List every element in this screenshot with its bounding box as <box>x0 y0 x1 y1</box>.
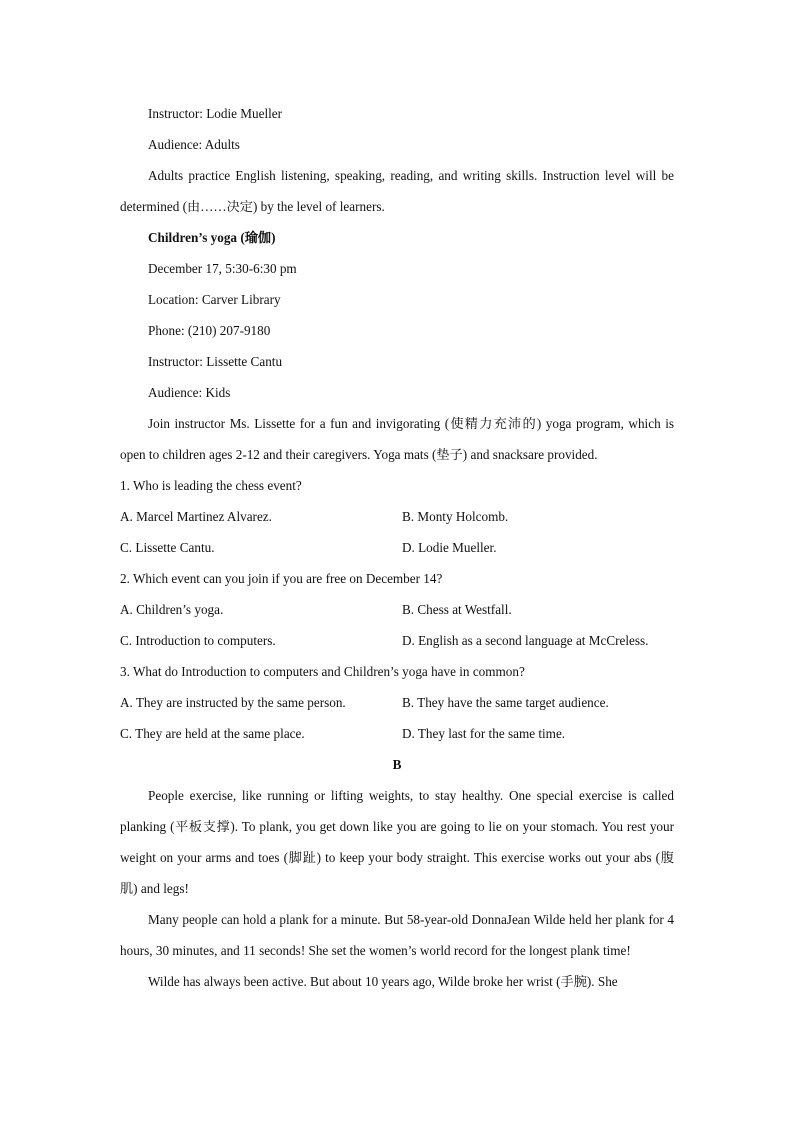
question-1-stem: 1. Who is leading the chess event? <box>120 478 302 493</box>
question-1-option-b: B. Monty Holcomb. <box>402 509 509 524</box>
question-1-options-row-1 <box>120 501 674 532</box>
section-b-paragraph-2: Many people can hold a plank for a minute. But 58-year-old DonnaJean Wilde held her plank for 4 hours, 30 minutes, and 11 seconds! She set the women’s world record for the longest plank time! <box>120 912 674 958</box>
question-1-options-row-2 <box>120 532 674 563</box>
yoga-audience: Audience: Kids <box>148 385 231 400</box>
yoga-phone: Phone: (210) 207-9180 <box>148 323 271 338</box>
question-2-stem: 2. Which event can you join if you are free on December 14? <box>120 571 443 586</box>
section-b-paragraph-3: Wilde has always been active. But about 10 years ago, Wilde broke her wrist (手腕). She <box>148 974 618 989</box>
question-3-options-row-2 <box>120 718 674 749</box>
question-3-option-c: C. They are held at the same place. <box>120 726 305 741</box>
question-1-option-a: A. Marcel Martinez Alvarez. <box>120 509 272 524</box>
yoga-date: December 17, 5:30-6:30 pm <box>148 261 297 276</box>
question-3-options-row-1 <box>120 687 674 718</box>
question-2-option-c: C. Introduction to computers. <box>120 633 276 648</box>
yoga-instructor: Instructor: Lissette Cantu <box>148 354 283 369</box>
question-2-option-b: B. Chess at Westfall. <box>402 602 512 617</box>
document-page <box>120 98 674 997</box>
section-b-paragraph-1: People exercise, like running or lifting weights, to stay healthy. One special exercise is called planking (平板支撑). To plank, you get down like you are going to lie on your stomach. You rest your weight on your arms and toes (脚趾) to keep your body straight. This exercise works out your abs (腹肌) and legs! <box>120 788 674 896</box>
question-3-stem: 3. What do Introduction to computers and Children’s yoga have in common? <box>120 664 525 679</box>
question-2-option-a: A. Children’s yoga. <box>120 602 224 617</box>
question-1-option-c: C. Lissette Cantu. <box>120 540 215 555</box>
yoga-description: Join instructor Ms. Lissette for a fun and invigorating (使精力充沛的) yoga program, which is open to children ages 2-12 and their caregivers. Yoga mats (垫子) and snacksare provided. <box>120 416 674 462</box>
question-3-option-a: A. They are instructed by the same person. <box>120 695 346 710</box>
question-2-options-row-1 <box>120 594 674 625</box>
instructor-lodie: Instructor: Lodie Mueller <box>148 106 283 121</box>
question-2-option-d: D. English as a second language at McCreless. <box>402 633 649 648</box>
yoga-location: Location: Carver Library <box>148 292 281 307</box>
question-3-option-d: D. They last for the same time. <box>402 726 566 741</box>
question-1-option-d: D. Lodie Mueller. <box>402 540 497 555</box>
yoga-title: Children’s yoga (瑜伽) <box>148 230 276 245</box>
question-2-options-row-2 <box>120 625 674 656</box>
audience-adults: Audience: Adults <box>148 137 240 152</box>
esl-description: Adults practice English listening, speaking, reading, and writing skills. Instruction level will be determined (由……决定) by the level of learners. <box>120 168 674 214</box>
section-b-title: B <box>392 757 402 772</box>
question-3-option-b: B. They have the same target audience. <box>402 695 609 710</box>
